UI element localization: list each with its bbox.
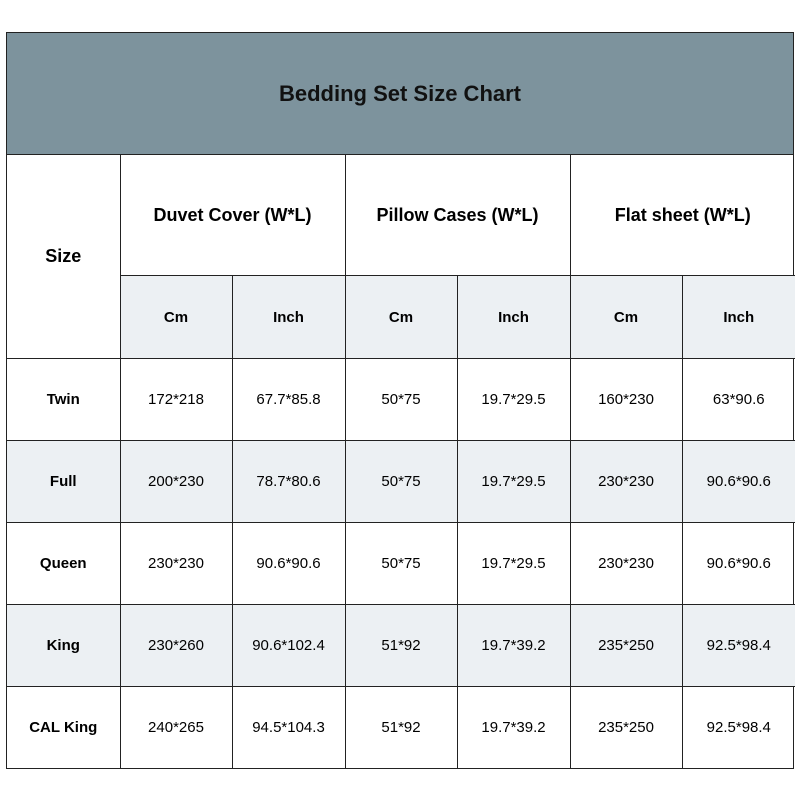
table-cell: 19.7*39.2 [457,605,570,687]
table-cell: 63*90.6 [682,359,795,441]
size-header: Size [7,155,120,359]
table-cell: 50*75 [345,523,457,605]
unit-header: Inch [232,276,345,359]
unit-header: Cm [345,276,457,359]
unit-header-row [7,276,795,359]
table-cell: 235*250 [570,605,682,687]
table-cell: 19.7*29.5 [457,523,570,605]
unit-header: Inch [682,276,795,359]
group-header-duvet: Duvet Cover (W*L) [120,155,345,276]
table-cell: 90.6*90.6 [682,441,795,523]
table-row [7,523,795,605]
group-header-pillow: Pillow Cases (W*L) [345,155,570,276]
unit-header: Cm [570,276,682,359]
table-cell: 51*92 [345,687,457,769]
table-cell: 19.7*29.5 [457,359,570,441]
table-cell: 172*218 [120,359,232,441]
table-cell: 230*230 [120,523,232,605]
group-header-flat-sheet: Flat sheet (W*L) [570,155,795,276]
unit-header: Inch [457,276,570,359]
size-cell: CAL King [7,687,120,769]
unit-header: Cm [120,276,232,359]
table-cell: 92.5*98.4 [682,605,795,687]
group-header-row [7,155,795,276]
table-cell: 67.7*85.8 [232,359,345,441]
size-table [7,155,795,769]
table-cell: 19.7*29.5 [457,441,570,523]
table-row [7,687,795,769]
table-cell: 51*92 [345,605,457,687]
table-cell: 92.5*98.4 [682,687,795,769]
table-row [7,359,795,441]
size-cell: Queen [7,523,120,605]
table-cell: 90.6*90.6 [682,523,795,605]
table-cell: 240*265 [120,687,232,769]
size-chart [6,32,794,769]
table-cell: 19.7*39.2 [457,687,570,769]
size-cell: Twin [7,359,120,441]
table-cell: 50*75 [345,441,457,523]
title-bar [7,33,793,155]
table-cell: 160*230 [570,359,682,441]
table-cell: 235*250 [570,687,682,769]
chart-title: Bedding Set Size Chart [278,80,522,106]
table-cell: 90.6*102.4 [232,605,345,687]
table-cell: 230*230 [570,523,682,605]
table-cell: 230*260 [120,605,232,687]
table-cell: 50*75 [345,359,457,441]
table-cell: 78.7*80.6 [232,441,345,523]
table-row [7,605,795,687]
table-cell: 94.5*104.3 [232,687,345,769]
table-cell: 230*230 [570,441,682,523]
table-row [7,441,795,523]
size-cell: King [7,605,120,687]
size-cell: Full [7,441,120,523]
table-cell: 200*230 [120,441,232,523]
table-cell: 90.6*90.6 [232,523,345,605]
